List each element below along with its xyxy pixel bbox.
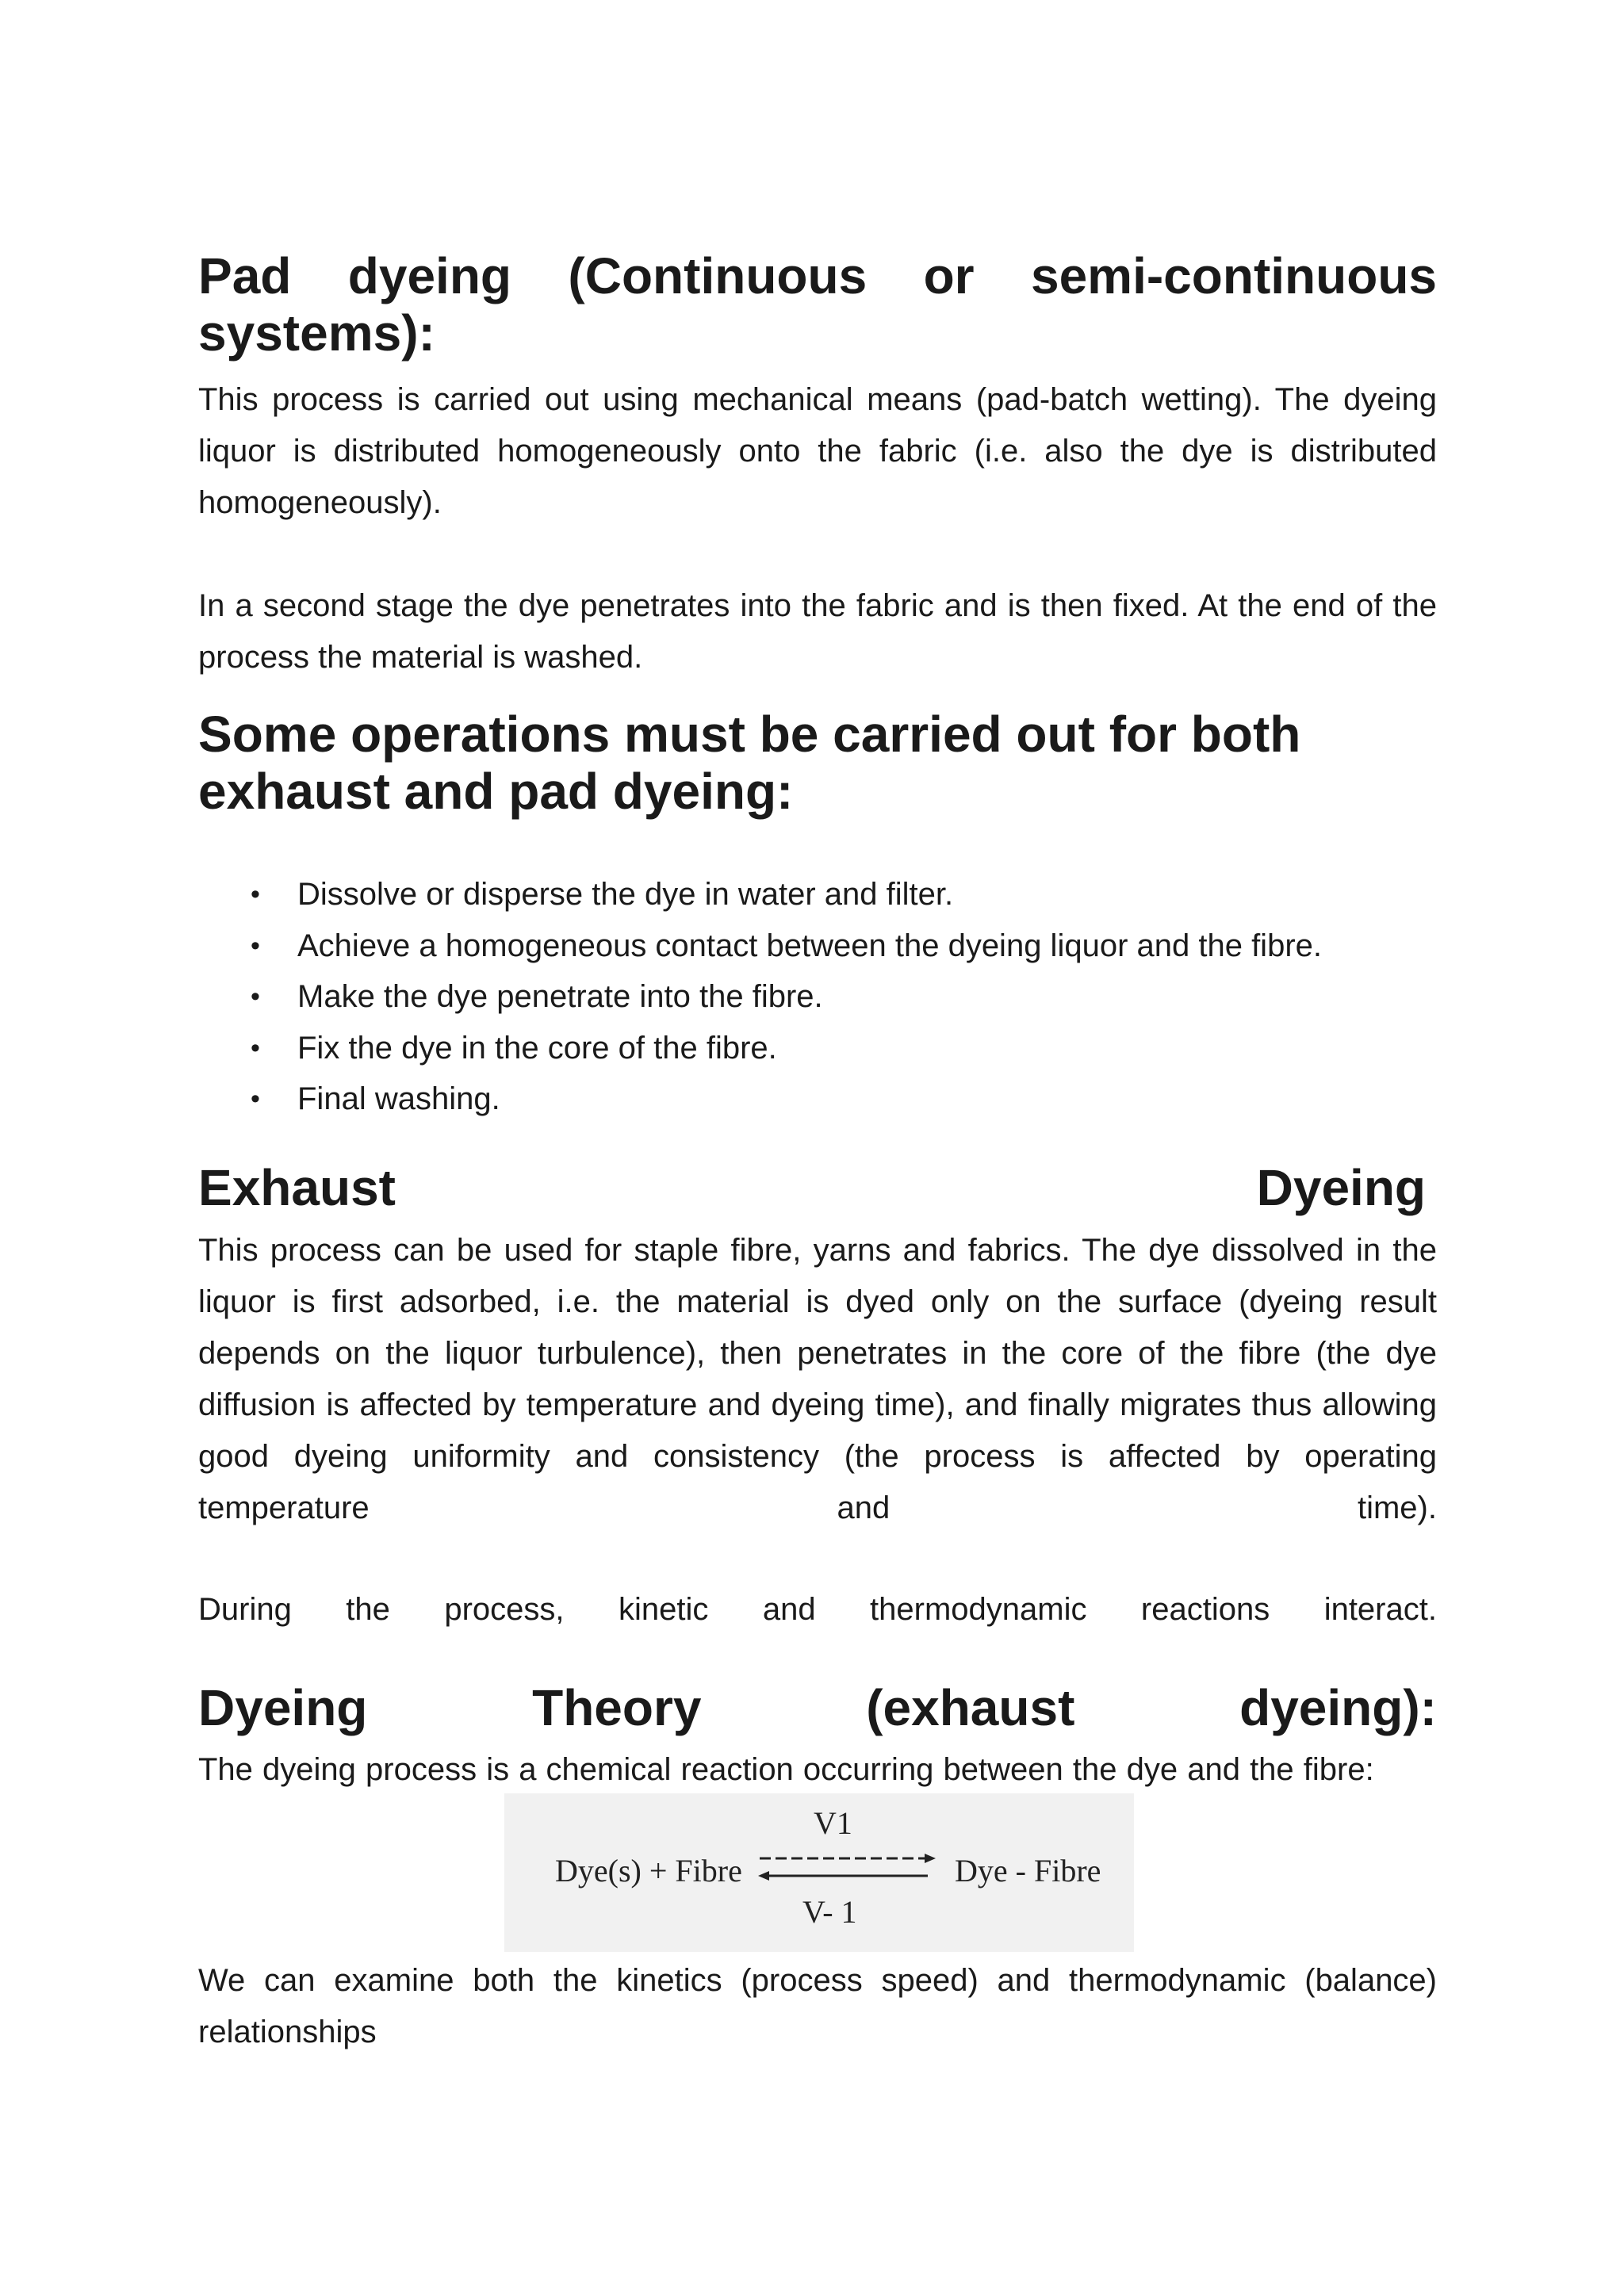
paragraph-word: kinetic <box>618 1592 709 1627</box>
equation-product: Dye - Fibre <box>955 1853 1101 1888</box>
heading-word: dyeing <box>347 247 512 304</box>
bullet-icon: • <box>251 879 260 909</box>
equilibrium-arrows-icon <box>504 1793 1134 1952</box>
dyeing-theory-heading <box>198 1679 1437 1736</box>
paragraph-word: During <box>198 1592 292 1627</box>
paragraph-word: the <box>346 1592 390 1627</box>
operations-list <box>198 869 1437 1125</box>
bullet-icon: • <box>251 1084 260 1114</box>
heading-word: Theory <box>532 1679 702 1736</box>
reaction-equation <box>504 1793 1134 1952</box>
paragraph-word: and <box>762 1592 816 1627</box>
exhaust-dyeing-heading <box>198 1159 1437 1216</box>
pad-dyeing-heading-line1 <box>198 247 1437 304</box>
heading-word: Exhaust <box>198 1159 396 1216</box>
heading-word: Pad <box>198 247 292 304</box>
backward-rate-label: V- 1 <box>802 1894 857 1930</box>
pad-dyeing-heading <box>198 247 1437 362</box>
bullet-icon: • <box>251 1032 260 1063</box>
list-item-text: Fix the dye in the core of the fibre. <box>297 1030 777 1066</box>
list-item-text: Dissolve or disperse the dye in water and filter. <box>297 877 954 912</box>
list-item-text: Final washing. <box>297 1081 500 1116</box>
forward-rate-label: V1 <box>814 1805 852 1841</box>
paragraph-word: thermodynamic <box>870 1592 1087 1627</box>
list-item <box>198 1073 1437 1125</box>
bullet-icon: • <box>251 930 260 961</box>
list-item-text: Make the dye penetrate into the fibre. <box>297 979 823 1014</box>
heading-word: (exhaust <box>866 1679 1075 1736</box>
paragraph-word: process, <box>444 1592 565 1627</box>
pad-dyeing-paragraph-1: This process is carried out using mechanical means (pad-batch wetting). The dyeing liquor is distributed homogeneously onto the fabric (i.e. also the dye is distributed homogeneously). <box>198 382 1437 520</box>
dyeing-theory-paragraph-1: The dyeing process is a chemical reaction occurring between the dye and the fibre: <box>198 1752 1374 1787</box>
dyeing-theory-paragraph-2: We can examine both the kinetics (process speed) and thermodynamic (balance) relationships <box>198 1963 1437 2049</box>
exhaust-paragraph-2 <box>198 1584 1437 1636</box>
heading-word: Dyeing <box>198 1679 368 1736</box>
operations-heading-line1: Some operations must be carried out for both <box>198 706 1301 763</box>
paragraph-word: reactions <box>1140 1592 1270 1627</box>
list-item <box>198 920 1437 972</box>
pad-dyeing-paragraph-2: In a second stage the dye penetrates into the fabric and is then fixed. At the end of the process the material is washed. <box>198 588 1437 675</box>
equation-reactants: Dye(s) + Fibre <box>555 1853 742 1888</box>
list-item <box>198 869 1437 920</box>
pad-dyeing-heading-line2: systems): <box>198 304 435 362</box>
heading-word: Dyeing <box>1256 1159 1426 1216</box>
paragraph-word: interact. <box>1323 1592 1437 1627</box>
heading-word: (Continuous <box>568 247 868 304</box>
list-item <box>198 971 1437 1023</box>
heading-word: semi-continuous <box>1030 247 1437 304</box>
bullet-icon: • <box>251 982 260 1012</box>
list-item <box>198 1023 1437 1074</box>
operations-heading <box>198 706 1437 820</box>
heading-word: or <box>923 247 975 304</box>
exhaust-paragraph-1: This process can be used for staple fibre, yarns and fabrics. The dye dissolved in the liquor is first adsorbed, i.e. the material is dyed only on the surface (dyeing result depends on the liquor turbulence), then penetrates in the core of the fibre (the dye diffusion is affected by temperature and dyeing time), and finally migrates thus allowing good dyeing uniformity and consistency (the process is affected by operating temperature and time). <box>198 1233 1437 1525</box>
heading-word: dyeing): <box>1239 1679 1437 1736</box>
operations-heading-line2: exhaust and pad dyeing: <box>198 763 794 820</box>
list-item-text: Achieve a homogeneous contact between the dyeing liquor and the fibre. <box>297 928 1322 963</box>
